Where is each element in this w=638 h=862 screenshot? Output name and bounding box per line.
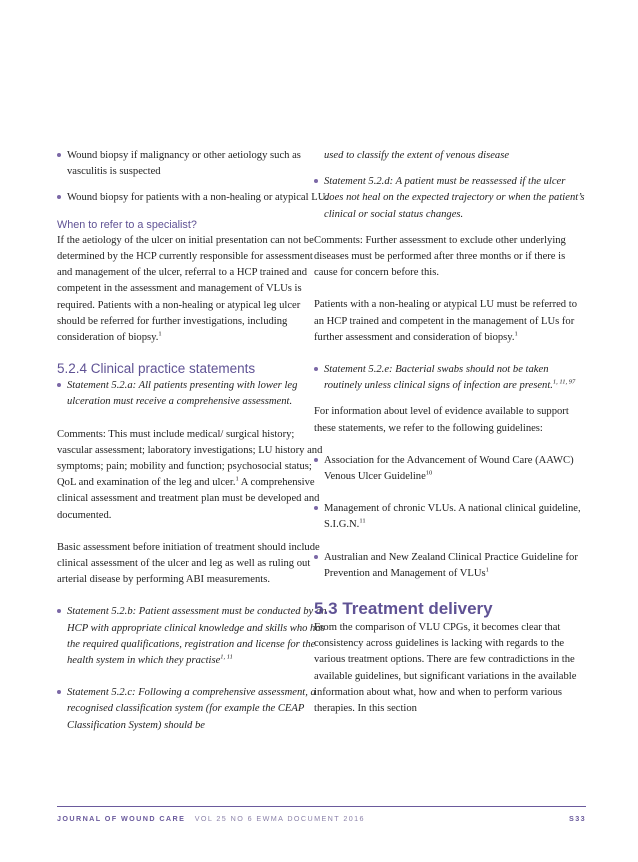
specialist-heading: When to refer to a specialist? <box>57 218 197 231</box>
patients-paragraph: Patients with a non-healing or atypical LU must be referred to an HCP trained and competent in the management of LUs for further assessment and consideration of biopsy.$^1$ <box>314 299 577 343</box>
bullet-icon <box>314 458 318 462</box>
right-column <box>314 148 586 717</box>
comments-paragraph: Comments: Further assessment to exclude other underlying diseases must be performed after three months or if there is cause for concern before this. <box>314 234 566 279</box>
bullet-icon <box>314 179 318 183</box>
volume-info: VOL 25 NO 6 EWMA DOCUMENT 2016 <box>194 814 365 823</box>
statement-5-2-c-continued: used to classify the extent of venous disease <box>324 150 510 161</box>
bullet-icon <box>314 367 318 371</box>
section-heading-5-3: 5.3 Treatment delivery <box>314 599 493 619</box>
bullet-icon <box>314 555 318 559</box>
statement-5-2-d: Statement 5.2.d: A patient must be reassessed if the ulcer does not heal on the expected trajectory or when the patient’s clinical or social status changes. <box>314 174 586 223</box>
basic-assessment-paragraph: Basic assessment before initiation of treatment should include clinical assessment of the ulcer and leg as well as ruling out arterial disease by performing ABI measurements. <box>57 541 320 586</box>
section-heading-5-2-4: 5.2.4 Clinical practice statements <box>57 361 256 377</box>
guideline-item: Association for the Advancement of Wound Care (AAWC) Venous Ulcer Guideline$^{10}$ <box>314 453 586 485</box>
specialist-paragraph: If the aetiology of the ulcer on initial presentation can not be determined by the HCP currently responsible for assessment and management of the ulcer, referral to a HCP trained and competent in the assessment and management of VLUs is required. Patients with a non-healing or atypical leg ulcer should be referred for further investigations, including consideration of biopsy.$^1$ <box>57 234 314 344</box>
list-item: Wound biopsy for patients with a non-healing or atypical LU. <box>57 190 329 206</box>
list-item: Wound biopsy if malignancy or other aetiology such as vasculitis is suspected <box>57 148 329 180</box>
page-number: S33 <box>569 814 586 823</box>
comments-paragraph: Comments: This must include medical/ surgical history; vascular assessment; laboratory investigations; LU history and symptoms; pain; mobility and function; psychosocial status; QoL and examination of the leg and ulcer.$^1$ A comprehensive clinical assessment and treatment plan must be developed and documented. <box>57 428 323 521</box>
bullet-icon <box>57 690 61 694</box>
guideline-item: Management of chronic VLUs. A national clinical guideline, S.I.G.N.$^{11}$ <box>314 501 586 533</box>
left-column <box>57 148 329 734</box>
statement-5-2-c: Statement 5.2.c: Following a comprehensive assessment, a recognised classification system (for example the CEAP Classification System) should be <box>57 685 329 734</box>
statement-5-2-e: Statement 5.2.e: Bacterial swabs should not be taken routinely unless clinical signs of infection are present.$^{1, 11, 97}$ <box>314 362 586 394</box>
bullet-icon <box>57 383 61 387</box>
statement-5-2-a: Statement 5.2.a: All patients presenting with lower leg ulceration must receive a comprehensive assessment. <box>57 378 329 410</box>
footer-divider <box>57 806 586 807</box>
bullet-icon <box>57 153 61 157</box>
guideline-item: Australian and New Zealand Clinical Practice Guideline for Prevention and Management of VLUs$^1$ <box>314 550 586 582</box>
bullet-icon <box>314 506 318 510</box>
page-footer <box>57 814 586 823</box>
bullet-icon <box>57 195 61 199</box>
statement-5-2-b: Statement 5.2.b: Patient assessment must be conducted by an HCP with appropriate clinical knowledge and skills who has the required qualifications, registration and license for the health system in which they practise$^{1, 11}$ <box>57 604 329 669</box>
treatment-paragraph: From the comparison of VLU CPGs, it becomes clear that consistency across guidelines is lacking with regards to the various treatment options. There are few contradictions in the available guidelines, but significant variations in the available information about what, how and when to perform various therapies. In this section <box>314 622 577 715</box>
bullet-icon <box>57 609 61 613</box>
journal-name: JOURNAL OF WOUND CARE <box>57 814 186 823</box>
info-paragraph: For information about level of evidence available to support these statements, we refer to the following guidelines: <box>314 406 569 434</box>
